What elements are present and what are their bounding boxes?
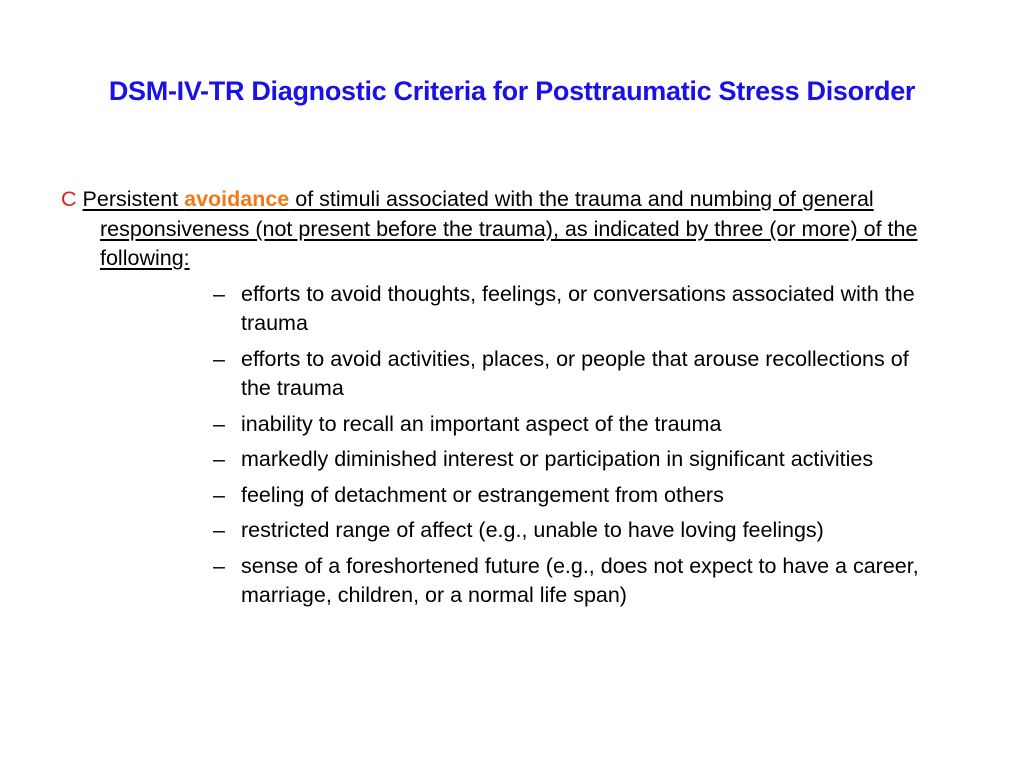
list-item-text: feeling of detachment or estrangement from others	[241, 482, 724, 507]
dash-bullet-icon: –	[213, 281, 225, 306]
dash-bullet-icon: –	[213, 518, 225, 542]
criterion-text-before: Persistent	[82, 187, 185, 211]
list-item-text: efforts to avoid activities, places, or people that arouse recollections of the trauma	[241, 346, 909, 400]
list-item-text: inability to recall an important aspect of the trauma	[241, 411, 722, 436]
criterion-statement	[83, 187, 918, 270]
criterion-intro	[61, 185, 961, 274]
criterion-letter: C	[61, 187, 77, 211]
list-item	[213, 280, 931, 339]
slide-title: DSM-IV-TR Diagnostic Criteria for Posttraumatic Stress Disorder	[108, 76, 916, 106]
avoidance-highlight: avoidance	[184, 187, 290, 211]
list-item	[213, 410, 931, 440]
list-item	[213, 552, 931, 611]
list-item	[213, 516, 931, 546]
list-item	[213, 481, 931, 511]
list-item-text: restricted range of affect (e.g., unable to have loving feelings)	[241, 518, 824, 542]
list-item	[213, 345, 931, 404]
dash-bullet-icon: –	[213, 346, 225, 371]
criterion-text-after: of stimuli associated with the trauma and numbing of general responsiveness (not present before the trauma), as indicated by three (or more) of the following:	[100, 187, 918, 270]
dash-bullet-icon: –	[213, 447, 225, 471]
list-item-text: sense of a foreshortened future (e.g., does not expect to have a career, marriage, children, or a normal life span)	[241, 553, 919, 607]
criterion-c	[61, 185, 961, 617]
dash-bullet-icon: –	[213, 411, 225, 436]
list-item-text: efforts to avoid thoughts, feelings, or conversations associated with the trauma	[241, 281, 915, 335]
dash-bullet-icon: –	[213, 553, 225, 578]
list-item	[213, 445, 931, 475]
dash-bullet-icon: –	[213, 482, 225, 507]
criteria-list	[61, 280, 961, 611]
list-item-text: markedly diminished interest or participation in significant activities	[241, 447, 874, 471]
